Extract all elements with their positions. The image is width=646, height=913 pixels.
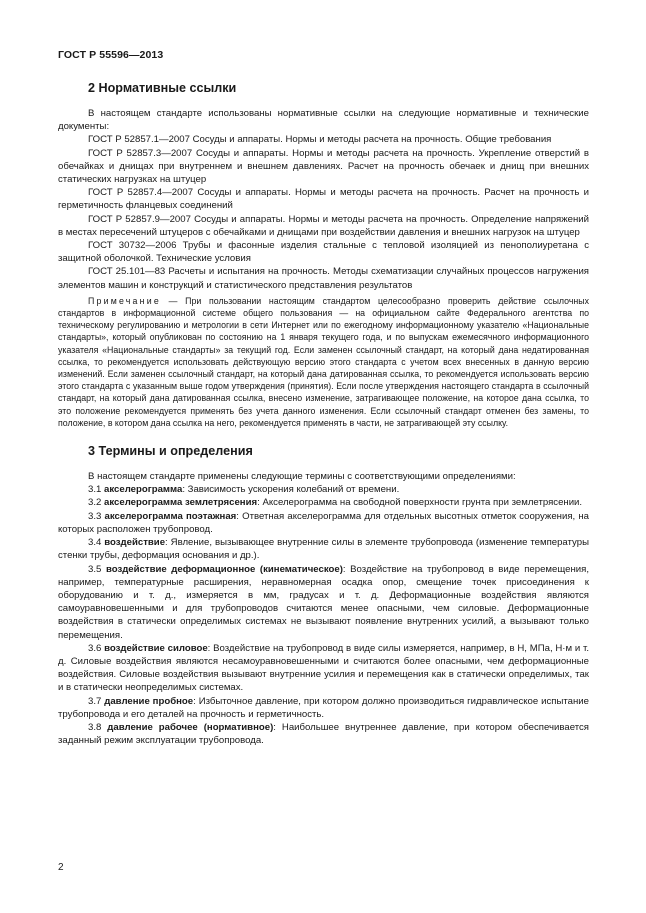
- term-name: давление пробное: [104, 695, 194, 707]
- term-definition-3-1: [58, 483, 589, 496]
- term-definition-3-3: [58, 510, 589, 536]
- term-text: : Ответная акселерограмма для отдельных высотных отметок сооружения, на которых расположен трубопровод.: [58, 510, 589, 535]
- page-number: 2: [58, 862, 64, 873]
- reference-item: ГОСТ Р 52857.3—2007 Сосуды и аппараты. Нормы и методы расчета на прочность. Укрепление отверстий в обечайках и днищах при внутреннем и внешнем давлениях. Расчет на прочность обечаек и днищ при внешних статических нагрузках на штуцер: [58, 147, 589, 186]
- term-name: акселерограмма землетрясения: [104, 497, 258, 509]
- term-definition-3-6: [58, 642, 589, 695]
- term-definition-3-2: [58, 496, 589, 509]
- term-definition-3-7: [58, 695, 589, 721]
- term-number: 3.6: [88, 642, 105, 654]
- reference-item: ГОСТ Р 52857.4—2007 Сосуды и аппараты. Нормы и методы расчета на прочность. Расчет на прочность и герметичность фланцевых соединений: [58, 187, 589, 212]
- term-text: : Воздействие на трубопровод в виде силы измеряется, например, в Н, МПа, Н·м и т. д. Силовые воздействия являются несамоуравновешенными и считаются более опасными, чем деформационные воздействия. Силовые воздействия вызывают внутренние усилия и перемещения как в статически определимых, так и в статически неопределимых системах.: [58, 642, 589, 694]
- section-3-intro: В настоящем стандарте применены следующие термины с соответствующими определениями:: [88, 471, 516, 483]
- term-number: 3.5: [88, 563, 106, 575]
- note-label: Примечание: [88, 295, 161, 306]
- document-id-header: ГОСТ Р 55596—2013: [58, 49, 164, 61]
- note-text: — При пользовании настоящим стандартом целесообразно проверить действие ссылочных стандартов в информационной системе общего пользования — на официальном сайте Федерального агентства по техническому регулированию и метрологии в сети Интернет или по ежегодному информационному указателю «Национальные стандарты», который опубликован по состоянию на 1 января текущего года, и по выпускам ежемесячного информационного указателя «Национальные стандарты» за текущий год. Если заменен ссылочный стандарт, на который дана недатированная ссылка, то рекомендуется использовать действующую версию этого стандарта с учетом всех внесенных в данную версию изменений. Если заменен ссылочный стандарт, на который дана датированная ссылка, то рекомендуется использовать версию этого стандарта с указанным выше годом утверждения (принятия). Если после утверждения настоящего стандарта в ссылочный стандарт, на который дана датированная ссылка, внесено изменение, затрагивающее положение, на которое дана ссылка, то это положение рекомендуется применять без учета данного изменения. Если ссылочный стандарт отменен без замены, то положение, в котором дана ссылка на него, рекомендуется применять в части, не затрагивающей эту ссылку.: [58, 295, 589, 428]
- term-number: 3.8: [88, 721, 108, 733]
- reference-item: ГОСТ 30732—2006 Трубы и фасонные изделия стальные с тепловой изоляцией из пенополиуретана с защитной оболочкой. Технические условия: [58, 240, 589, 265]
- term-name: акселерограмма: [104, 484, 183, 496]
- reference-item: ГОСТ 25.101—83 Расчеты и испытания на прочность. Методы схематизации случайных процессов нагружения элементов машин и конструкций и статистического представления результатов: [58, 266, 589, 291]
- term-number: 3.2: [88, 497, 105, 509]
- section-2-intro: В настоящем стандарте использованы нормативные ссылки на следующие нормативные и технические документы:: [58, 108, 589, 133]
- term-definition-3-5: [58, 563, 589, 642]
- reference-item: ГОСТ Р 52857.9—2007 Сосуды и аппараты. Нормы и методы расчета на прочность. Определение напряжений в местах пересечений штуцеров с обечайками и днищами при воздействии давления и внешних нагрузок на штуцер: [58, 213, 589, 238]
- term-number: 3.1: [88, 484, 105, 496]
- term-name: воздействие силовое: [104, 642, 208, 654]
- references-note: [58, 295, 589, 429]
- term-number: 3.7: [88, 695, 105, 707]
- reference-item: ГОСТ Р 52857.1—2007 Сосуды и аппараты. Нормы и методы расчета на прочность. Общие требования: [88, 134, 552, 146]
- term-definition-3-4: [58, 536, 589, 562]
- term-number: 3.3: [88, 510, 105, 522]
- term-text: : Наибольшее внутреннее давление, при котором обеспечивается заданный режим эксплуатации трубопровода.: [58, 721, 590, 747]
- section-2-title: 2 Нормативные ссылки: [88, 81, 237, 95]
- term-text: : Избыточное давление, при котором должно производиться гидравлическое испытание трубопровода и его деталей на прочность и герметичность.: [58, 695, 589, 720]
- term-name: акселерограмма поэтажная: [104, 510, 237, 522]
- term-name: давление рабочее (нормативное): [107, 721, 274, 733]
- section-3-title: 3 Термины и определения: [88, 444, 253, 459]
- term-text: : Явление, вызывающее внутренние силы в элементе трубопровода (изменение температуры стенки трубы, деформация основания и др.).: [58, 537, 589, 562]
- term-definition-3-8: [58, 721, 589, 747]
- term-name: воздействие: [104, 537, 166, 549]
- term-number: 3.4: [88, 537, 105, 549]
- term-name: воздействие деформационное (кинематическое): [105, 563, 343, 575]
- page-content: [58, 74, 589, 747]
- term-text: : Зависимость ускорения колебаний от времени.: [182, 484, 400, 496]
- term-text: : Воздействие на трубопровод в виде перемещения, например, температурные расширения, неравномерная осадка опор, смещение точек присоединения к оборудованию и т. д., измеряется в мм, градусах и т. д. Деформационные воздействия являются самоуравновешенными и для трубопроводов считаются менее опасными, чем силовые. Деформационные воздействия в статически определимых системах не вызывают появление внутренних усилий, а вызывают только перемещения.: [58, 563, 589, 641]
- term-text: : Акселерограмма на свободной поверхности грунта при землетрясении.: [257, 497, 583, 509]
